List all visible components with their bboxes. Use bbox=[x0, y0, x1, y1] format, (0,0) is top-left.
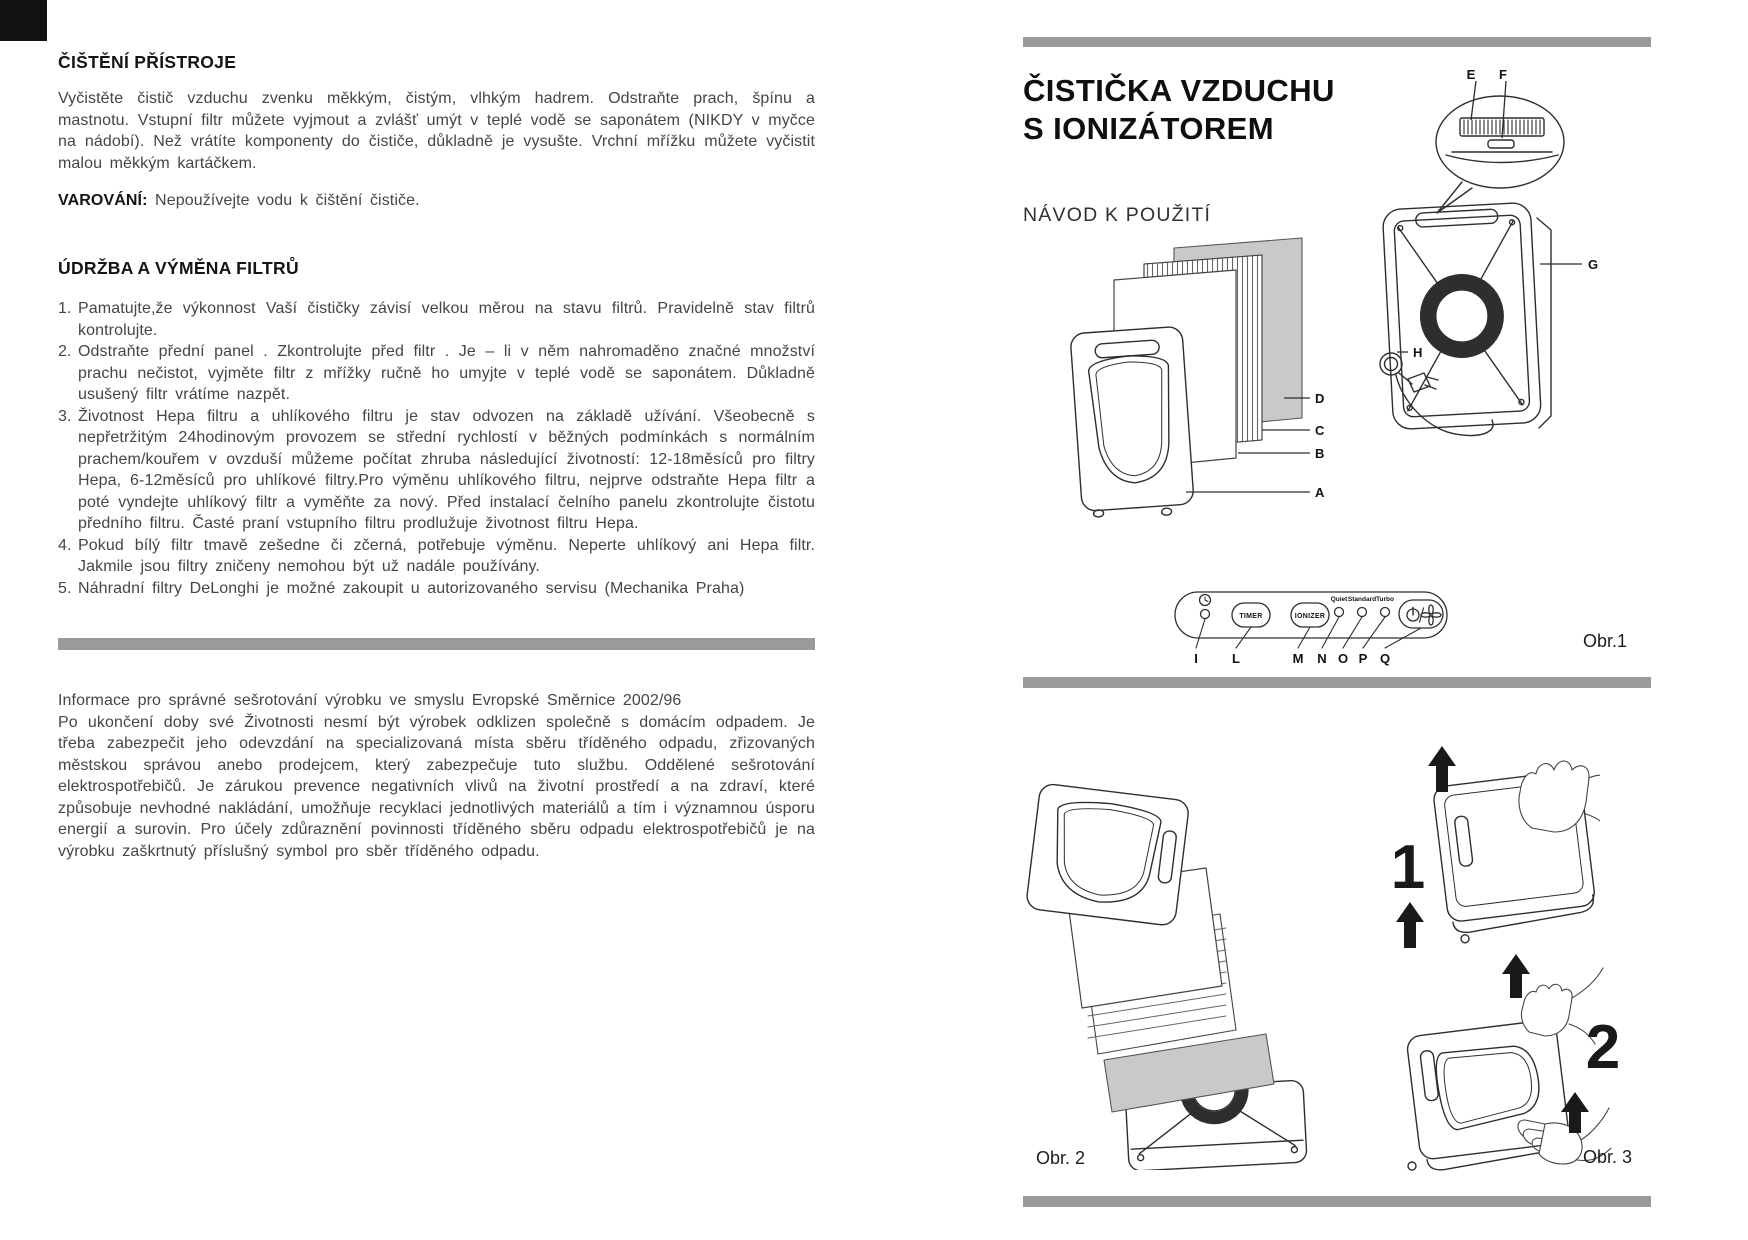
standard-led-label: Standard bbox=[1347, 596, 1377, 603]
list-item-number: 1. bbox=[58, 300, 72, 317]
list-item bbox=[58, 535, 815, 578]
list-item-number: 2. bbox=[58, 343, 72, 360]
document-subtitle: NÁVOD K POUŽITÍ bbox=[1023, 204, 1212, 226]
title-line-1: ČISTIČKA VZDUCHU bbox=[1023, 73, 1335, 108]
rear-unit-drawing bbox=[1380, 202, 1551, 435]
list-item-text: Náhradní filtry DeLonghi je možné zakoupit u autorizovaného servisu (Mechanika Praha) bbox=[78, 579, 745, 597]
part-label-c: C bbox=[1315, 423, 1325, 438]
front-panel-drawing bbox=[1070, 326, 1195, 521]
panel-key-o: O bbox=[1337, 651, 1349, 666]
corner-print-mark bbox=[0, 0, 47, 41]
fig3-up-arrow-top bbox=[1502, 954, 1530, 998]
recycling-body: Po ukončení doby své Životnosti nesmí být výrobek odklizen společně s domácím odpadem. Je třeba zabezpečit jeho odevzdání na specializovaná místa sběru tříděného odpadu, zřizovaných městskou správou anebo prodejcem, který zabezpečuje tuto službu. Oddělené sešrotování elektrospotřebičů. Je zárukou prevence negativních vlivů na životní prostředí a na zdraví, které způsobuje nevhodné nakládání, umožňuje recyklaci jednotlivých materiálů a tím i významnou úsporu energií a surovin. Pro účely zdůraznění povinnosti tříděného sběru odpadu elektrospotřebičů je na výrobku zaškrtnutý příslušný symbol pro sběr tříděného odpadu. bbox=[58, 713, 815, 860]
turbo-led-label: Turbo bbox=[1376, 596, 1394, 603]
fig1-control-panel-diagram bbox=[1150, 578, 1480, 683]
fig2-step-number: 1 bbox=[1390, 833, 1426, 902]
panel-key-i: I bbox=[1194, 651, 1198, 666]
top-grille-balloon-drawing bbox=[1436, 96, 1564, 213]
title-line-2: S IONIZÁTOREM bbox=[1023, 111, 1274, 146]
fig3-step-number: 2 bbox=[1585, 1013, 1621, 1082]
list-item bbox=[58, 406, 815, 535]
panel-key-q: Q bbox=[1379, 651, 1391, 666]
panel-key-m: M bbox=[1292, 651, 1304, 666]
list-item-number: 5. bbox=[58, 579, 72, 597]
part-label-e: E bbox=[1466, 67, 1476, 82]
warning-label: VAROVÁNÍ: bbox=[58, 192, 148, 209]
part-label-d: D bbox=[1315, 391, 1325, 406]
right-bottom-divider bbox=[1023, 1196, 1651, 1207]
right-mid-divider bbox=[1023, 677, 1651, 688]
list-item bbox=[58, 298, 815, 341]
panel-key-p: P bbox=[1358, 651, 1368, 666]
list-item-text: Pokud bílý filtr tmavě zešedne či zčerná, potřebuje výměnu. Neperte uhlíkový ani Hepa filtr. Jakmile jsou filtry zničeny nemohou být už nadále používány. bbox=[78, 536, 815, 575]
maintenance-list bbox=[58, 298, 815, 599]
list-item-text: Životnost Hepa filtru a uhlíkového filtru je stav odvozen na základě užívání. Všeobecně s nepřetržitým 24hodinovým provozem se střední rychlostí v běžných podmínkách s normálním prachem/kouřem v ovzduší můžeme počítat zhruba následující životností: 12-18měsíců pro filtry Hepa, 6-12měsíců pro uhlíkové filtry.Pro výměnu uhlíkového filtru, nejprve odstraňte Hepa filtr a poté vyndejte uhlíkový filtr a vyměňte za nový. Před instalací čelního panelu zkontrolujte čistotu předního filtru. Časté praní vstupního filtru prodlužuje životnost filtru Hepa. bbox=[78, 407, 815, 532]
warning-line bbox=[58, 190, 815, 212]
timer-button-label: TIMER bbox=[1239, 613, 1263, 620]
recycling-intro: Informace pro správné sešrotování výrobku ve smyslu Evropské Směrnice 2002/96 bbox=[58, 692, 682, 709]
list-item-number: 3. bbox=[58, 407, 72, 425]
recycling-info bbox=[58, 690, 815, 862]
part-label-f: F bbox=[1499, 67, 1507, 82]
right-top-divider bbox=[1023, 37, 1651, 47]
maintenance-heading: ÚDRŽBA A VÝMĚNA FILTRŮ bbox=[58, 258, 299, 278]
fig1-exploded-diagram bbox=[1000, 48, 1660, 548]
fig3-foot bbox=[1408, 1162, 1416, 1170]
panel-key-n: N bbox=[1317, 651, 1327, 666]
list-item-text: Odstraňte přední panel . Zkontrolujte před filtr . Je – li v něm nahromaděno značné množství prachu nečistot, vyjměte filtr z mřížky ručně ho umyjte v teplé vodě se saponátem. Důkladně usušený filtr vrátíme nazpět. bbox=[78, 343, 815, 403]
fig3-panel-removal-diagram bbox=[1395, 940, 1725, 1195]
quiet-led-label: Quiet bbox=[1330, 596, 1348, 603]
list-item-text: Pamatujte,že výkonnost Vaší čističky závisí velkou měrou na stavu filtrů. Pravidelně stav filtrů kontrolujte. bbox=[78, 300, 815, 339]
fig2-hand bbox=[1519, 761, 1600, 832]
cleaning-paragraph: Vyčistěte čistič vzduchu zvenku měkkým, čistým, vlhkým hadrem. Odstraňte prach, špínu a mastnotu. Vstupní filtr můžete vyjmout a zvlášť umýt v teplé vodě se saponátem (NIKDY v myčce na nádobí). Než vrátíte komponenty do čističe, důkladně je vysušte. Vrchní mřížku můžete vyčistit malou měkkým kartáčkem. bbox=[58, 90, 815, 172]
panel-key-l: L bbox=[1232, 651, 1240, 666]
part-label-g: G bbox=[1588, 257, 1599, 272]
ionizer-button-label: IONIZER bbox=[1294, 613, 1326, 620]
part-label-h: H bbox=[1413, 345, 1423, 360]
left-section-divider bbox=[58, 638, 815, 650]
list-item-number: 4. bbox=[58, 536, 72, 554]
part-label-b: B bbox=[1315, 446, 1325, 461]
fig2-caption: Obr. 2 bbox=[1036, 1148, 1086, 1168]
part-label-a: A bbox=[1315, 485, 1325, 500]
fig3-caption: Obr. 3 bbox=[1583, 1147, 1633, 1167]
list-item bbox=[58, 341, 815, 406]
fig1-caption: Obr.1 bbox=[1583, 631, 1628, 651]
list-item bbox=[58, 578, 815, 600]
cleaning-heading: ČIŠTĚNÍ PŘÍSTROJE bbox=[58, 52, 237, 72]
fig2-front-panel bbox=[1026, 783, 1190, 926]
warning-text: Nepoužívejte vodu k čištění čističe. bbox=[155, 192, 420, 209]
